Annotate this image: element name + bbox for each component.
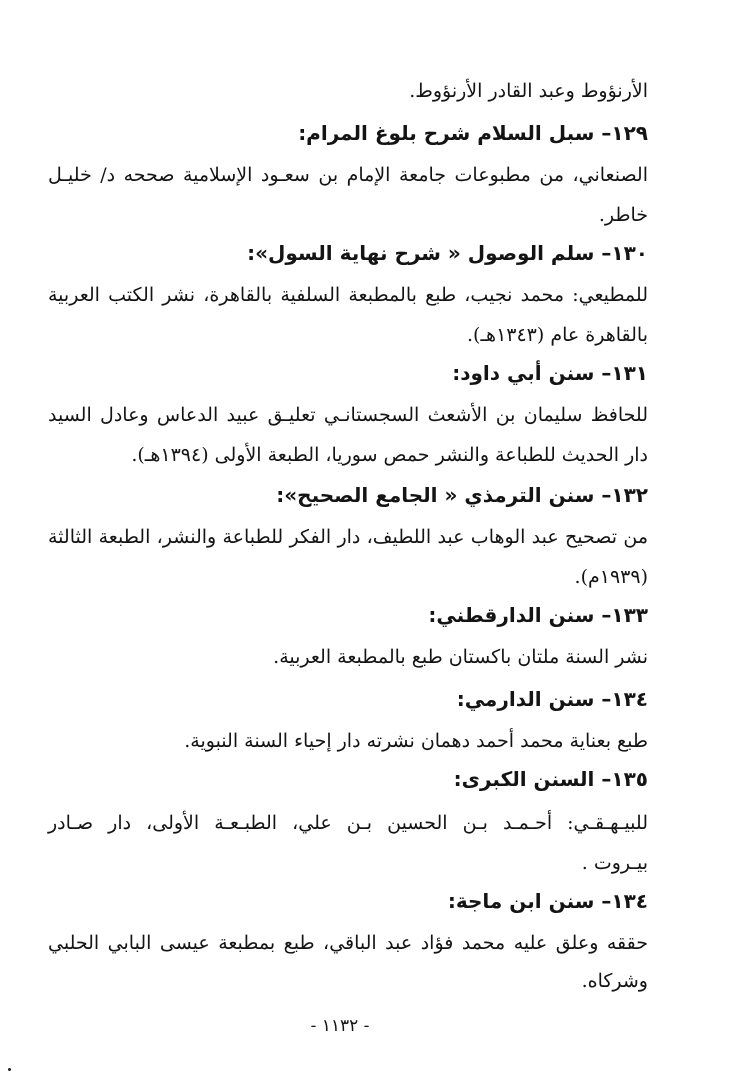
- entry-line: طبع بعناية محمد أحمد دهمان نشرته دار إحياء السنة النبوية.: [184, 730, 648, 752]
- entry-line: وشركاه.: [581, 970, 648, 992]
- entry-title-131: ١٣١– سنن أبي داود:: [452, 361, 648, 385]
- entry-title-130: ١٣٠– سلم الوصول « شرح نهاية السول»:: [247, 241, 648, 265]
- entry-title-134: ١٣٤– سنن الدارمي:: [456, 687, 648, 711]
- page-number: - ١١٣٢ -: [310, 1016, 370, 1036]
- entry-line: للبيـهـقـي: أحـمـد بـن الحسين بـن علي، الطبـعـة الأولى، دار صـادر: [48, 812, 648, 834]
- entry-title-133: ١٣٣– سنن الدارقطني:: [428, 603, 648, 627]
- entry-line: نشر السنة ملتان باكستان طبع بالمطبعة العربية.: [273, 646, 648, 668]
- entry-title-132: ١٣٢– سنن الترمذي « الجامع الصحيح»:: [276, 483, 648, 507]
- entry-line: بيـروت .: [581, 852, 648, 874]
- entry-title-129: ١٢٩– سبل السلام شرح بلوغ المرام:: [298, 121, 648, 145]
- entry-line: الصنعاني، من مطبوعات جامعة الإمام بن سعـود الإسلامية صححه د/ خليـل: [48, 164, 649, 186]
- entry-title-135: ١٣٥– السنن الكبرى:: [453, 767, 648, 791]
- scan-speck: [8, 1068, 11, 1071]
- entry-line: (١٩٣٩م).: [574, 566, 648, 588]
- entry-line: من تصحيح عبد الوهاب عبد اللطيف، دار الفكر للطباعة والنشر، الطبعة الثالثة: [48, 526, 648, 548]
- entry-title-134-ibn-majah: ١٣٤– سنن ابن ماجة:: [447, 889, 648, 913]
- entry-line: للحافظ سليمان بن الأشعث السجستانـي تعليـق عبيد الدعاس وعادل السيد: [48, 404, 648, 426]
- entry-line: دار الحديث للطباعة والنشر حمص سوريا، الطبعة الأولى (١٣٩٤هـ).: [131, 444, 648, 466]
- entry-line: حققه وعلق عليه محمد فؤاد عبد الباقي، طبع بمطبعة عيسى البابي الحلبي: [48, 932, 648, 954]
- entry-line: خاطر.: [598, 204, 648, 226]
- entry-line: بالقاهرة عام (١٣٤٣هـ).: [467, 324, 648, 346]
- continuation-line: الأرنؤوط وعبد القادر الأرنؤوط.: [409, 80, 648, 102]
- entry-line: للمطيعي: محمد نجيب، طبع بالمطبعة السلفية بالقاهرة، نشر الكتب العربية: [48, 284, 648, 306]
